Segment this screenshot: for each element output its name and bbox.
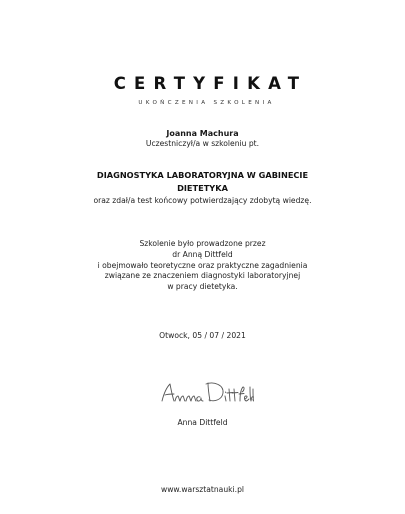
passed-text: oraz zdał/a test końcowy potwierdzający zdobytą wiedzę. [93, 196, 312, 205]
course-title-line: DIAGNOSTYKA LABORATORYJNA W GABINECIE [96, 170, 309, 180]
signature-name: Anna Dittfeld [177, 418, 228, 427]
completed-text: Uczestniczył/a w szkoleniu pt. [145, 139, 260, 148]
handwritten-signature [154, 375, 254, 409]
certificate-title: CERTYFIKAT [113, 74, 308, 93]
conducted-description [0, 239, 405, 293]
conducted-line: związane ze znaczeniem diagnostyki laboratoryjnej [104, 271, 301, 281]
conducted-line: i obejmowało teoretyczne oraz praktyczne zagadnienia [97, 260, 308, 270]
participant-name: Joanna Machura [166, 129, 239, 138]
course-title-line: DIETETYKA [177, 183, 228, 193]
conducted-line: Szkolenie było prowadzone przez [139, 239, 266, 248]
place-date: Otwock, 05 / 07 / 2021 [159, 331, 246, 340]
course-title [0, 169, 405, 195]
conducted-line: w pracy dietetyka. [167, 282, 238, 292]
website-link[interactable]: www.warsztatnauki.pl [160, 485, 244, 494]
certificate-subtitle: UKOŃCZENIA SZKOLENIA [138, 100, 275, 106]
conducted-line: dr Anną Dittfeld [172, 249, 233, 259]
